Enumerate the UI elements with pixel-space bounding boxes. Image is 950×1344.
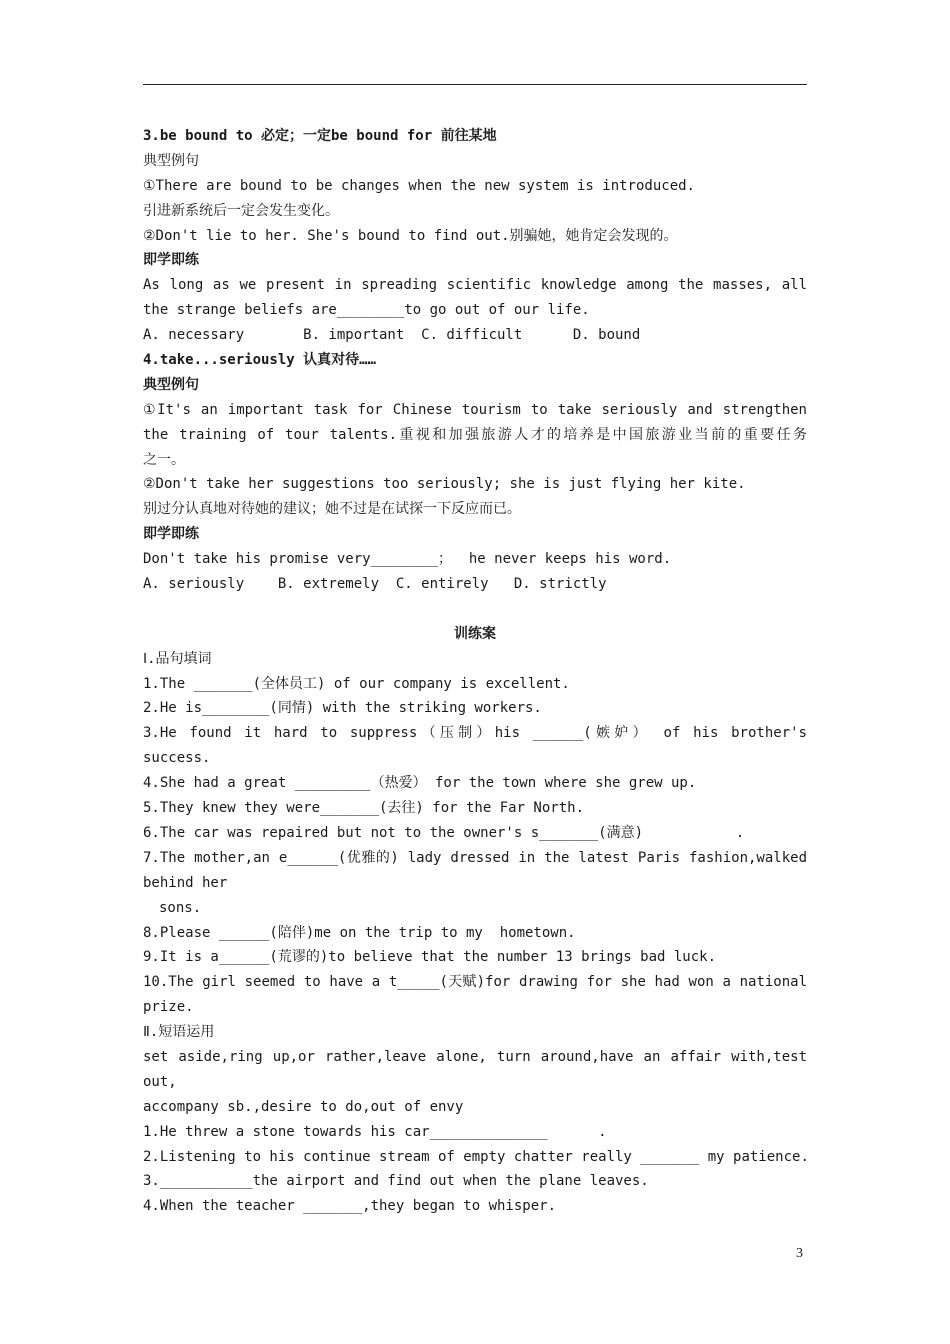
text-line: 别过分认真地对待她的建议；她不过是在试探一下反应而已。 [143, 501, 521, 518]
header-rule [143, 84, 807, 85]
text-line: success. [143, 750, 211, 767]
page-number: 3 [796, 1246, 803, 1261]
text-line: the training of tour talents.重视和加强旅游人才的培养是中国旅游业当前的重要任务 [143, 426, 807, 443]
text-line: A. necessary B. important C. difficult D. bound [143, 327, 641, 344]
text-line: ②Don't take her suggestions too seriously; she is just flying her kite. [143, 476, 746, 493]
text-line: 之一。 [143, 451, 185, 468]
text-line: ①It's an important task for Chinese tourism to take seriously and strengthen [143, 401, 807, 418]
text-line: 8.Please ______(陪伴)me on the trip to my hometown. [143, 924, 576, 941]
text-line: A. seriously B. extremely C. entirely D. strictly [143, 576, 607, 593]
text-line: 4.take...seriously 认真对待…… [143, 352, 377, 369]
text-line: 5.They knew they were_______(去往) for the Far North. [143, 800, 585, 817]
text-line: sons. [159, 899, 202, 916]
text-line: 9.It is a______(荒谬的)to believe that the number 13 brings bad luck. [143, 949, 717, 966]
text-line: ②Don't lie to her. She's bound to find out.别骗她，她肯定会发现的。 [143, 227, 678, 244]
text-line: set aside,ring up,or rather,leave alone, turn around,have an affair with,test [143, 1048, 807, 1065]
text-line: behind her [143, 874, 228, 891]
text-line: ①There are bound to be changes when the new system is introduced. [143, 177, 695, 194]
text-line: 2.Listening to his continue stream of empty chatter really _______ my patience. [143, 1148, 809, 1165]
text-line: 典型例句 [143, 152, 199, 169]
text-line: 4.She had a great _________（热爱） for the town where she grew up. [143, 775, 697, 792]
text-line: 10.The girl seemed to have a t_____(天赋)for drawing for she had won a national [143, 974, 807, 991]
text-line: 即学即练 [143, 252, 199, 269]
text-line: 6.The car was repaired but not to the owner's s_______(满意) . [143, 824, 745, 841]
text-line: out, [143, 1073, 177, 1090]
text-line: accompany sb.,desire to do,out of envy [143, 1098, 464, 1115]
page-content [143, 124, 807, 1219]
text-line: 典型例句 [143, 376, 199, 393]
text-line: As long as we present in spreading scientific knowledge among the masses, all [143, 277, 807, 294]
text-line: 1.He threw a stone towards his car______________ . [143, 1123, 607, 1140]
text-line: 引进新系统后一定会发生变化。 [143, 202, 339, 219]
text-line: 3.He found it hard to suppress（压制）his ______(嫉妒） of his brother's [143, 725, 807, 742]
text-line: 即学即练 [143, 526, 199, 543]
text-line: prize. [143, 999, 194, 1016]
text-line: the strange beliefs are________to go out of our life. [143, 302, 590, 319]
text-line: 7.The mother,an e______(优雅的) lady dressed in the latest Paris fashion,walked [143, 849, 807, 866]
text-line: Ⅱ.短语运用 [143, 1024, 215, 1041]
text-line: 1.The _______(全体员工) of our company is excellent. [143, 675, 570, 692]
text-line: 4.When the teacher _______,they began to whisper. [143, 1198, 557, 1215]
text-line: Ⅰ.品句填词 [143, 650, 212, 667]
text-line: 3.___________the airport and find out when the plane leaves. [143, 1173, 649, 1190]
text-line: 2.He is________(同情) with the striking workers. [143, 700, 542, 717]
text-line: 训练案 [454, 625, 496, 642]
blank-line [143, 597, 807, 622]
text-line: Don't take his promise very________； he never keeps his word. [143, 551, 672, 568]
text-line: 3.be bound to 必定；一定be bound for 前往某地 [143, 128, 497, 144]
